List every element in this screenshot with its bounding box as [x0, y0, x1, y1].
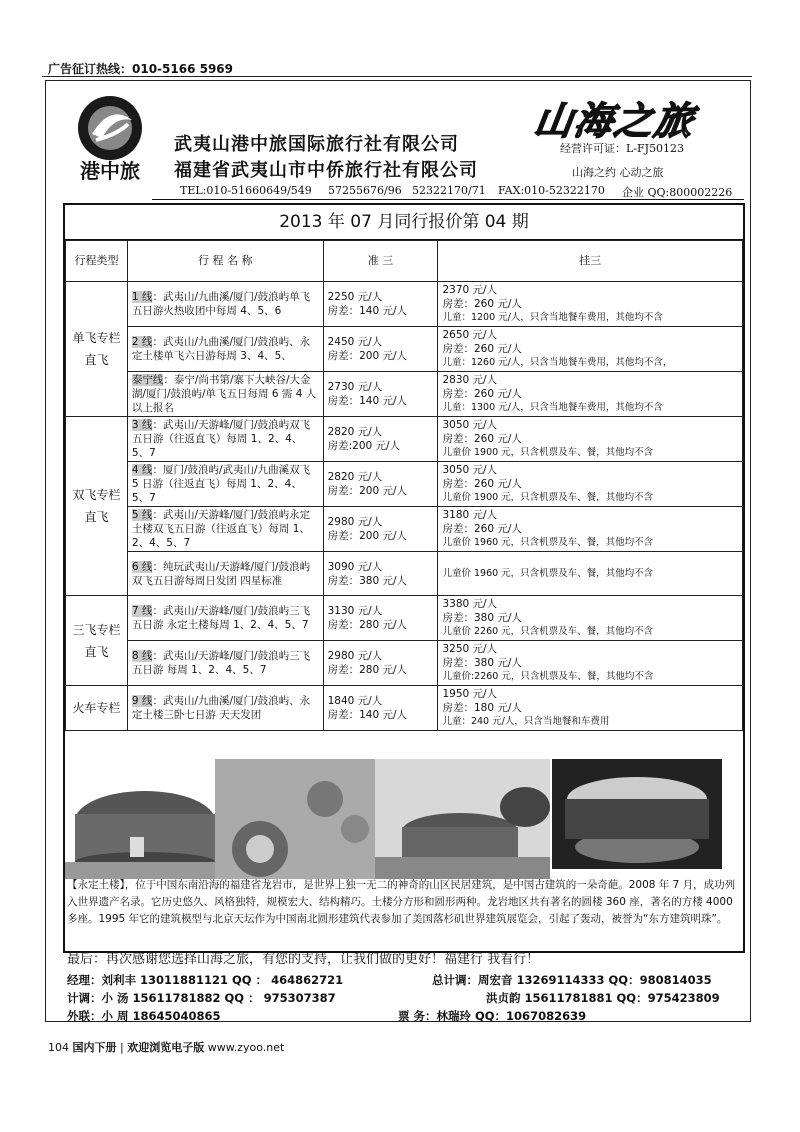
price-zhunsan	[323, 417, 438, 462]
brand-logo: 山海之旅	[531, 98, 698, 143]
child-price: 儿童价 1960 元，只含机票及车、餐，其他均不含	[442, 537, 654, 548]
adult-price: 2250 元/人	[327, 291, 383, 303]
price-guasan	[438, 417, 743, 462]
route-id: 2 线	[131, 336, 153, 348]
tulou-photo-1	[65, 791, 215, 879]
company-name-1: 武夷山港中旅国际旅行社有限公司	[174, 134, 459, 155]
route-id: 3 线	[131, 419, 153, 431]
price-guasan	[438, 462, 743, 507]
route-name	[127, 282, 323, 327]
adult-price: 3050 元/人	[442, 464, 498, 476]
adult-price: 1950 元/人	[442, 688, 498, 700]
price-table	[65, 240, 743, 731]
price-guasan	[438, 641, 743, 686]
company-logo	[62, 94, 158, 186]
room-diff: 房差：280 元/人	[327, 664, 408, 676]
room-diff: 房差：260 元/人	[442, 433, 522, 445]
table-row	[66, 552, 743, 596]
route-name	[127, 596, 323, 641]
price-guasan	[438, 282, 743, 327]
ad-hotline: 广告征订热线：010-5166 5969	[48, 62, 234, 76]
room-diff: 房差：140 元/人	[327, 709, 408, 721]
contact-bar	[152, 184, 744, 200]
route-desc: ：泰宁/尚书第/寨下大峡谷/大金湖/厦门/鼓浪屿/单飞五日每周 6 需 4 人以上报名	[131, 374, 317, 414]
route-id: 6 线	[131, 560, 153, 573]
child-price: 儿童：1300 元/人，只含当地餐车费用，其他均不含	[442, 402, 663, 413]
route-desc: ：武夷山/九曲溪/厦门/鼓浪屿、永定土楼单飞六日游每周 3、4、5、	[131, 336, 311, 362]
route-category: 火车专栏	[66, 686, 128, 731]
price-guasan	[438, 507, 743, 552]
tel-2: 57255676/96	[328, 184, 402, 197]
tulou-photo-3	[375, 759, 550, 879]
tulou-photo-2	[215, 759, 375, 879]
page-footer: 104 国内下册 | 欢迎浏览电子版 www.zyoo.net	[48, 1041, 285, 1054]
table-row	[66, 327, 743, 372]
child-price: 儿童价:2260 元，只含机票及车、餐，其他均不含	[442, 671, 654, 682]
section-name: 国内下册	[72, 1041, 117, 1054]
child-price: 儿童价 2260 元，只含机票及车、餐，其他均不含	[442, 626, 654, 637]
route-desc: ：武夷山/九曲溪/厦门/鼓浪屿、永定土楼三卧七日游 天天发团	[131, 695, 311, 721]
price-zhunsan	[323, 596, 438, 641]
adult-price: 2820 元/人	[327, 471, 383, 483]
child-price: 儿童：240 元/人，只含当地餐和车费用	[442, 716, 610, 727]
room-diff: 房差：200 元/人	[327, 485, 408, 497]
table-row	[66, 282, 743, 327]
route-id: 7 线	[131, 605, 153, 617]
route-id: 1 线	[131, 291, 153, 303]
license-number: 经营许可证：L-FJ50123	[560, 142, 685, 155]
price-guasan	[438, 686, 743, 731]
table-row	[66, 641, 743, 686]
room-diff: 房差：260 元/人	[442, 478, 522, 490]
staff-liaison: 外联：小 周 18645040865	[67, 1009, 221, 1023]
table-row	[66, 417, 743, 462]
price-zhunsan	[323, 372, 438, 417]
room-diff: 房差：200 元/人	[327, 530, 408, 542]
adult-price: 3050 元/人	[442, 419, 498, 431]
price-list-title: 2013 年 07 月同行报价第 04 期	[65, 205, 743, 240]
adult-price: 3130 元/人	[327, 605, 383, 617]
staff-planner-2: 洪贞韵 15611781881 QQ：975423809	[486, 991, 720, 1005]
adult-price: 2820 元/人	[327, 426, 383, 438]
route-desc: ：武夷山/天游峰/厦门/鼓浪屿双飞五日游（往返直飞）每周 1、2、4、5、7	[131, 419, 311, 459]
enterprise-qq: 企业 QQ:800002226	[622, 186, 733, 199]
price-guasan	[438, 372, 743, 417]
route-name	[127, 552, 323, 596]
tel-3: 52322170/71	[412, 184, 486, 197]
room-diff: 房差：260 元/人	[442, 298, 522, 310]
site-url[interactable]: www.zyoo.net	[207, 1041, 285, 1054]
route-id: 8 线	[131, 650, 153, 662]
room-diff: 房差：380 元/人	[442, 612, 522, 624]
adult-price: 3180 元/人	[442, 509, 498, 521]
route-desc: ：武夷山/九曲溪/厦门/鼓浪屿单飞五日游火热收团中每周 4、5、6	[131, 291, 311, 317]
adult-price: 2980 元/人	[327, 516, 383, 528]
route-category: 双飞专栏直飞	[66, 417, 128, 596]
route-desc: ：武夷山/天游峰/厦门/鼓浪屿三飞五日游 永定土楼每周 1、2、4、5、7	[131, 605, 311, 631]
price-guasan	[438, 596, 743, 641]
adult-price: 2730 元/人	[327, 381, 383, 393]
price-list-box	[63, 203, 745, 953]
price-zhunsan	[323, 282, 438, 327]
adult-price: 2370 元/人	[442, 284, 498, 296]
route-desc: ：纯玩武夷山/天游峰/厦门/鼓浪屿双飞五日游每周日发团 四星标准	[131, 560, 311, 587]
room-diff: 房差：260 元/人	[442, 523, 522, 535]
route-id: 泰宁线	[131, 374, 164, 386]
route-id: 9 线	[131, 695, 153, 707]
room-diff: 房差:200 元/人	[327, 440, 401, 452]
thanks-message: 最后：再次感谢您选择山海之旅，有您的支持，让我们做的更好！福建行 我看行！	[67, 952, 540, 967]
staff-ticketing: 票 务：林瑞玲 QQ：1067082639	[398, 1009, 587, 1023]
adult-price: 2450 元/人	[327, 336, 383, 348]
room-diff: 房差：280 元/人	[327, 619, 408, 631]
route-name	[127, 507, 323, 552]
tulou-photo-strip	[65, 759, 743, 879]
table-row	[66, 462, 743, 507]
table-row	[66, 507, 743, 552]
price-guasan	[438, 327, 743, 372]
child-price: 儿童价 1960 元，只含机票及车、餐，其他均不含	[442, 567, 654, 579]
child-price: 儿童：1260 元/人，只含当地餐车费用，其他均不含，	[442, 357, 673, 368]
room-diff: 房差：140 元/人	[327, 395, 408, 407]
price-zhunsan	[323, 552, 438, 596]
route-desc: ：厦门/鼓浪屿/武夷山/九曲溪双飞 5 日游（往返直飞）每周 1、2、4、5、7	[131, 464, 311, 504]
col-header-guasan: 挂三	[438, 241, 743, 282]
header-divider	[42, 76, 752, 77]
adult-price: 2830 元/人	[442, 374, 498, 386]
route-name	[127, 686, 323, 731]
price-zhunsan	[323, 507, 438, 552]
price-zhunsan	[323, 462, 438, 507]
col-header-type: 行程类型	[66, 241, 128, 282]
child-price: 儿童价 1900 元，只含机票及车、餐，其他均不含	[442, 447, 654, 458]
room-diff: 房差：200 元/人	[327, 350, 408, 362]
page-number: 104	[48, 1041, 69, 1054]
room-diff: 房差：260 元/人	[442, 388, 522, 400]
table-row	[66, 372, 743, 417]
route-name	[127, 372, 323, 417]
route-category: 三飞专栏直飞	[66, 596, 128, 686]
slogan: 山海之约 心动之旅	[572, 166, 664, 179]
room-diff: 房差：380 元/人	[327, 574, 408, 587]
price-zhunsan	[323, 641, 438, 686]
fax: FAX:010-52322170	[498, 184, 605, 197]
staff-manager: 经理：刘利丰 13011881121 QQ ： 464862721	[67, 973, 344, 987]
adult-price: 3380 元/人	[442, 598, 498, 610]
col-header-zhunsan: 准 三	[323, 241, 438, 282]
room-diff: 房差：180 元/人	[442, 702, 522, 714]
route-desc: ：武夷山/天游峰/厦门/鼓浪屿永定土楼双飞五日游（往返直飞）每周 1、2、4、5、7	[131, 509, 311, 549]
adult-price: 3090 元/人	[327, 560, 383, 573]
route-category: 单飞专栏直飞	[66, 282, 128, 417]
logo-text: 港中旅	[80, 159, 140, 183]
adult-price: 3250 元/人	[442, 643, 498, 655]
staff-planner: 计调：小 汤 15611781882 QQ ： 975307387	[67, 991, 336, 1005]
route-name	[127, 641, 323, 686]
child-price: 儿童价 1900 元，只含机票及车、餐，其他均不含	[442, 492, 654, 503]
route-id: 4 线	[131, 464, 153, 476]
route-name	[127, 462, 323, 507]
tulou-description: 【永定土楼】，位于中国东南沿海的福建省龙岩市，是世界上独一无二的神奇的山区民居建筑，是中国古建筑的一朵奇葩。2008 年 7 月，成功列入世界遗产名录。它历史悠久、风格独特，规模宏大、结构精巧。土楼分方形和圆形两种。龙岩地区共有著名的圆楼 360 座，著名的方楼 4000 多座。1995 年它的建筑模型与北京天坛作为中国南北圆形建筑代表参加了美国落杉矶世界建筑展览会，引起了轰动，被誉为“东方建筑明珠”。	[67, 879, 736, 925]
price-zhunsan	[323, 327, 438, 372]
price-zhunsan	[323, 686, 438, 731]
route-desc: ：武夷山/天游峰/厦门/鼓浪屿三飞五日游 每周 1、2、4、5、7	[131, 650, 311, 676]
route-id: 5 线	[131, 509, 153, 521]
tulou-photo-4	[552, 759, 722, 869]
room-diff: 房差：140 元/人	[327, 305, 408, 317]
route-name	[127, 327, 323, 372]
company-name-2: 福建省武夷山市中侨旅行社有限公司	[174, 160, 478, 181]
adult-price: 2980 元/人	[327, 650, 383, 662]
room-diff: 房差：260 元/人	[442, 343, 522, 355]
room-diff: 房差：380 元/人	[442, 657, 522, 669]
child-price: 儿童：1200 元/人，只含当地餐车费用，其他均不含	[442, 312, 663, 323]
adult-price: 2650 元/人	[442, 329, 498, 341]
staff-chief-planner: 总计调：周宏音 13269114333 QQ：980814035	[432, 973, 712, 987]
table-header-row	[66, 241, 743, 282]
table-row	[66, 686, 743, 731]
table-row	[66, 596, 743, 641]
col-header-route: 行 程 名 称	[127, 241, 323, 282]
route-name	[127, 417, 323, 462]
tel: TEL:010-51660649/549	[180, 184, 312, 197]
adult-price: 1840 元/人	[327, 695, 383, 707]
price-guasan	[438, 552, 743, 596]
welcome-text: 欢迎浏览电子版	[127, 1041, 205, 1054]
